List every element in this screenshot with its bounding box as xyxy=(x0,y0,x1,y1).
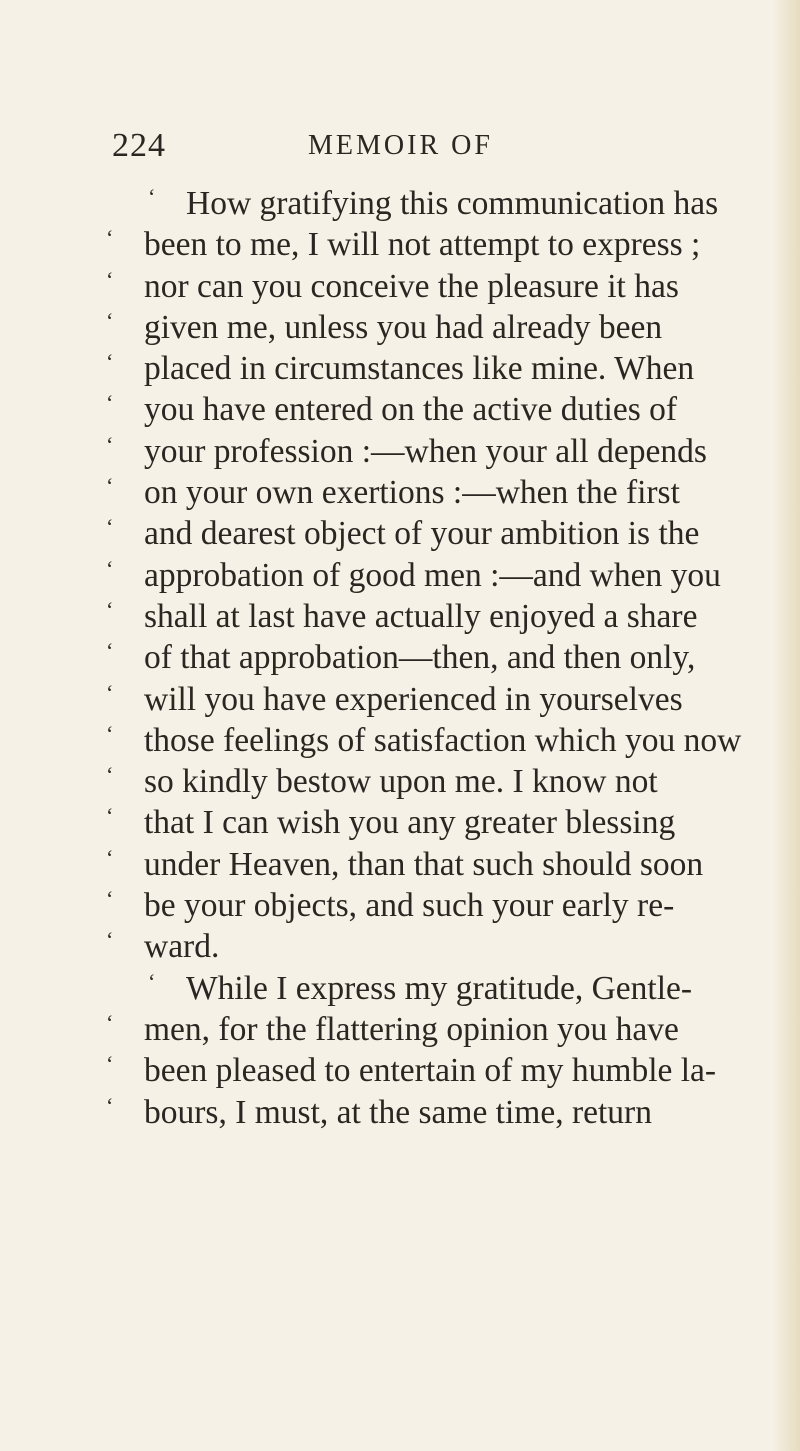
line-text: those feelings of satisfaction which you now xyxy=(144,721,742,759)
text-line xyxy=(106,637,786,678)
text-line xyxy=(106,555,786,596)
quotation-mark: ‘ xyxy=(106,886,114,912)
line-text: of that approbation—then, and then only, xyxy=(144,639,696,677)
text-line xyxy=(106,431,786,472)
running-title: MEMOIR OF xyxy=(308,130,493,161)
quotation-mark: ‘ xyxy=(106,473,114,499)
quotation-mark: ‘ xyxy=(106,307,114,333)
line-text: and dearest object of your ambition is the xyxy=(144,515,700,553)
text-line xyxy=(106,885,786,926)
quotation-mark: ‘ xyxy=(106,225,114,251)
quotation-mark: ‘ xyxy=(106,1009,114,1035)
text-line xyxy=(106,1092,786,1133)
text-line xyxy=(106,183,786,224)
quotation-mark: ‘ xyxy=(106,927,114,953)
text-line xyxy=(106,389,786,430)
quotation-mark: ‘ xyxy=(106,803,114,829)
line-text: How gratifying this communication has xyxy=(186,185,719,222)
text-line xyxy=(106,348,786,389)
text-line xyxy=(106,1009,786,1050)
quotation-mark: ‘ xyxy=(106,720,114,746)
text-line xyxy=(106,224,786,265)
line-text: been pleased to entertain of my humble la- xyxy=(144,1052,717,1090)
line-text: your profession :—when your all depends xyxy=(144,432,707,470)
text-line xyxy=(106,926,786,967)
line-text: that I can wish you any greater blessing xyxy=(144,804,676,842)
quotation-mark: ‘ xyxy=(106,390,114,416)
text-line xyxy=(106,679,786,720)
quotation-mark: ‘ xyxy=(106,266,114,292)
text-line xyxy=(106,761,786,802)
text-line xyxy=(106,720,786,761)
text-line xyxy=(106,472,786,513)
line-text: approbation of good men :—and when you xyxy=(144,556,721,594)
text-line xyxy=(106,844,786,885)
text-line xyxy=(106,802,786,843)
line-text: ward. xyxy=(144,928,220,966)
text-line xyxy=(106,307,786,348)
line-text: men, for the flattering opinion you have xyxy=(144,1010,679,1048)
running-head xyxy=(112,122,712,170)
quotation-mark: ‘ xyxy=(106,596,114,622)
quotation-mark: ‘ xyxy=(106,679,114,705)
line-text: shall at last have actually enjoyed a share xyxy=(144,597,698,635)
quotation-mark: ‘ xyxy=(106,844,114,870)
quotation-mark: ‘ xyxy=(106,1051,114,1077)
line-text: bours, I must, at the same time, return xyxy=(144,1093,652,1131)
quotation-mark: ‘ xyxy=(106,555,114,581)
text-line xyxy=(106,596,786,637)
line-text: been to me, I will not attempt to express ; xyxy=(144,226,701,264)
quotation-mark: ‘ xyxy=(148,184,156,209)
line-text: you have entered on the active duties of xyxy=(144,391,678,429)
quotation-mark: ‘ xyxy=(106,1092,114,1118)
quotation-mark: ‘ xyxy=(148,968,156,994)
quotation-mark: ‘ xyxy=(106,762,114,788)
line-text: on your own exertions :—when the first xyxy=(144,474,680,512)
body-text xyxy=(106,183,786,1133)
line-text: placed in circumstances like mine. When xyxy=(144,350,695,388)
quotation-mark: ‘ xyxy=(106,431,114,457)
text-line xyxy=(106,1050,786,1091)
line-text: be your objects, and such your early re- xyxy=(144,887,675,925)
quotation-mark: ‘ xyxy=(106,514,114,540)
quotation-mark: ‘ xyxy=(106,638,114,664)
page-number: 224 xyxy=(112,127,166,164)
line-text: will you have experienced in yourselves xyxy=(144,680,683,718)
text-line xyxy=(106,513,786,554)
line-text: so kindly bestow upon me. I know not xyxy=(144,763,658,801)
quotation-mark: ‘ xyxy=(106,349,114,375)
line-text: under Heaven, than that such should soon xyxy=(144,845,704,883)
text-line xyxy=(106,266,786,307)
line-text: nor can you conceive the pleasure it has xyxy=(144,267,679,305)
line-text: given me, unless you had already been xyxy=(144,308,663,346)
line-text: While I express my gratitude, Gentle- xyxy=(186,969,693,1007)
text-line xyxy=(106,968,786,1009)
